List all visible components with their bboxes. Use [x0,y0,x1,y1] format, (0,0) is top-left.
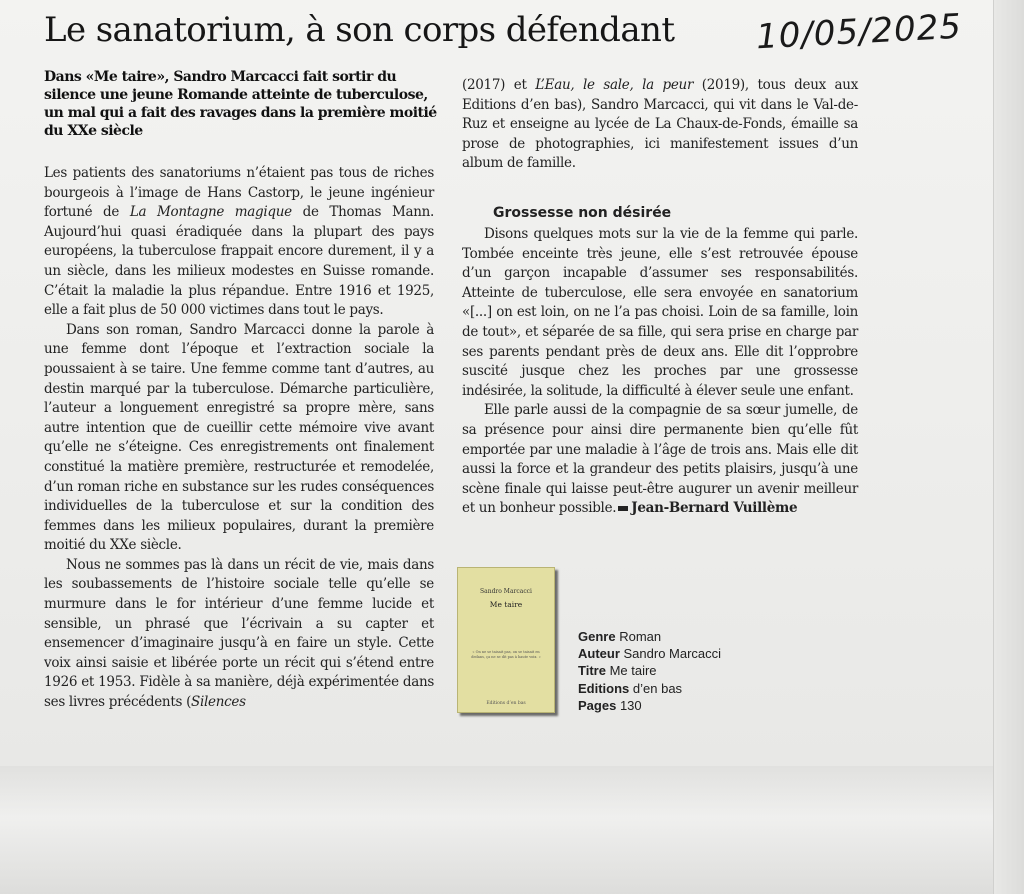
cover-title: Me taire [489,600,523,609]
book-cover-image [457,567,555,713]
paragraph-4: Disons quelques mots sur la vie de la femme qui parle. Tombée enceinte très jeune, elle s’est retrouvée épouse d’un garçon incapable d’assumer ses responsabilités. Atteinte de tuberculose, elle sera envoyée en sanatorium «[...] on est loin, on ne l’a pas choisi. Loin de sa famille, loin de tout», et séparée de sa fille, qui sera prise en charge par ses parents pendant près de deux ans. Elle dit l’opprobre suscité jusque chez les proches par une grossesse indésirée, la solitude, la difficulté à élever seule une enfant. [462,226,858,399]
handwritten-date: 10/05/2025 [755,6,963,58]
cover-author: Sandro Marcacci [480,588,532,595]
cover-publisher: Editions d’en bas [486,701,526,706]
author-signature: Jean-Bernard Vuillème [631,500,798,517]
paper-edge [993,0,1024,894]
column-right-top [462,76,858,174]
signature-bar-icon [618,506,628,511]
fact-genre: Genre Roman [578,629,662,644]
book-title-ref: La Montagne magique [129,204,292,221]
article-lead: Dans «Me taire», Sandro Marcacci fait sortir du silence une jeune Romande atteinte de tuberculose, un mal qui a fait des ravages dans la première moitié du XXe siècle [44,69,437,139]
paragraph-5: Elle parle aussi de la compagnie de sa sœur jumelle, de sa présence pour ainsi dire permanente bien qu’elle fût emportée par une maladie à l’âge de trois ans. Mais elle dit aussi la force et la grandeur des petits plaisirs, jusqu’à une scène finale qui laisse peut-être augurer un avenir meilleur et un bonheur possible. Jean-Bernard Vuillème [462,402,858,517]
column-right-bottom [462,225,858,519]
book-facts-box [578,628,721,714]
paragraph-3: Nous ne sommes pas là dans un récit de vie, mais dans les soubassements de l’histoire sociale telle qu’elle se murmure dans le for intérieur d’une femme lucide et sensible, un phrasé que l’écrivain a su capter et ensemencer d’imaginaire jusqu’à en faire un style. Cette voix ainsi saisie et libérée porte un récit qui s’étend entre 1926 et 1953. Fidèle à sa manière, déjà expérimentée dans ses livres précédents (Silences [44,556,434,711]
cover-blurb: « On ne se taisait pas, on se taisait en dedans, ça ne se dit pas à haute voix. » [471,650,541,659]
article-title: Le sanatorium, à son corps défendant [44,10,675,50]
fact-publisher: Editions d’en bas [578,680,683,696]
book-title-ref: Silences [191,694,246,711]
fact-title: Titre Me taire [578,663,657,679]
column-left [44,164,434,713]
paragraph-1: Les patients des sanatoriums n’étaient pas tous de riches bourgeois à l’image de Hans Castorp, le jeune ingénieur fortuné de La Montagne magique de Thomas Mann. Aujourd’hui quasi éradiquée dans la plupart des pays européens, la tuberculose frappait encore durement, il y a un siècle, dans les milieux modestes en Suisse romande. C’était la maladie la plus répandue. Entre 1916 et 1925, elle a fait plus de 50 000 victimes dans tout le pays. [44,165,434,319]
subheading: Grossesse non désirée [493,205,672,221]
fact-pages: Pages 130 [578,697,642,713]
paragraph-3-continued: (2017) et L’Eau, le sale, la peur (2019), tous deux aux Editions d’en bas), Sandro Marcacci, qui vit dans le Val-de-Ruz et enseigne au lycée de La Chaux-de-Fonds, émaille sa prose de photographies, ici manifestement issues d’un album de famille. [462,77,859,172]
fact-author: Auteur Sandro Marcacci [578,646,722,662]
paragraph-2: Dans son roman, Sandro Marcacci donne la parole à une femme dont l’époque et l’extraction sociale la poussaient à se taire. Une femme comme tant d’autres, au destin marqué par la tuberculose. Démarche particulière, l’auteur a longuement enregistré sa propre mère, sans autre intention que de cueillir cette mémoire vive avant qu’elle ne s’éteigne. Ces enregistrements ont finalement constitué la matière première, restructurée et remodelée, d’un roman riche en substance sur les rudes conséquences individuelles de la tuberculose et sur la condition des femmes dans les milieux populaires, durant la première moitié du XXe siècle. [44,321,434,554]
paper-fold [0,766,1024,894]
book-title-ref: L’Eau, le sale, la peur [535,77,694,93]
